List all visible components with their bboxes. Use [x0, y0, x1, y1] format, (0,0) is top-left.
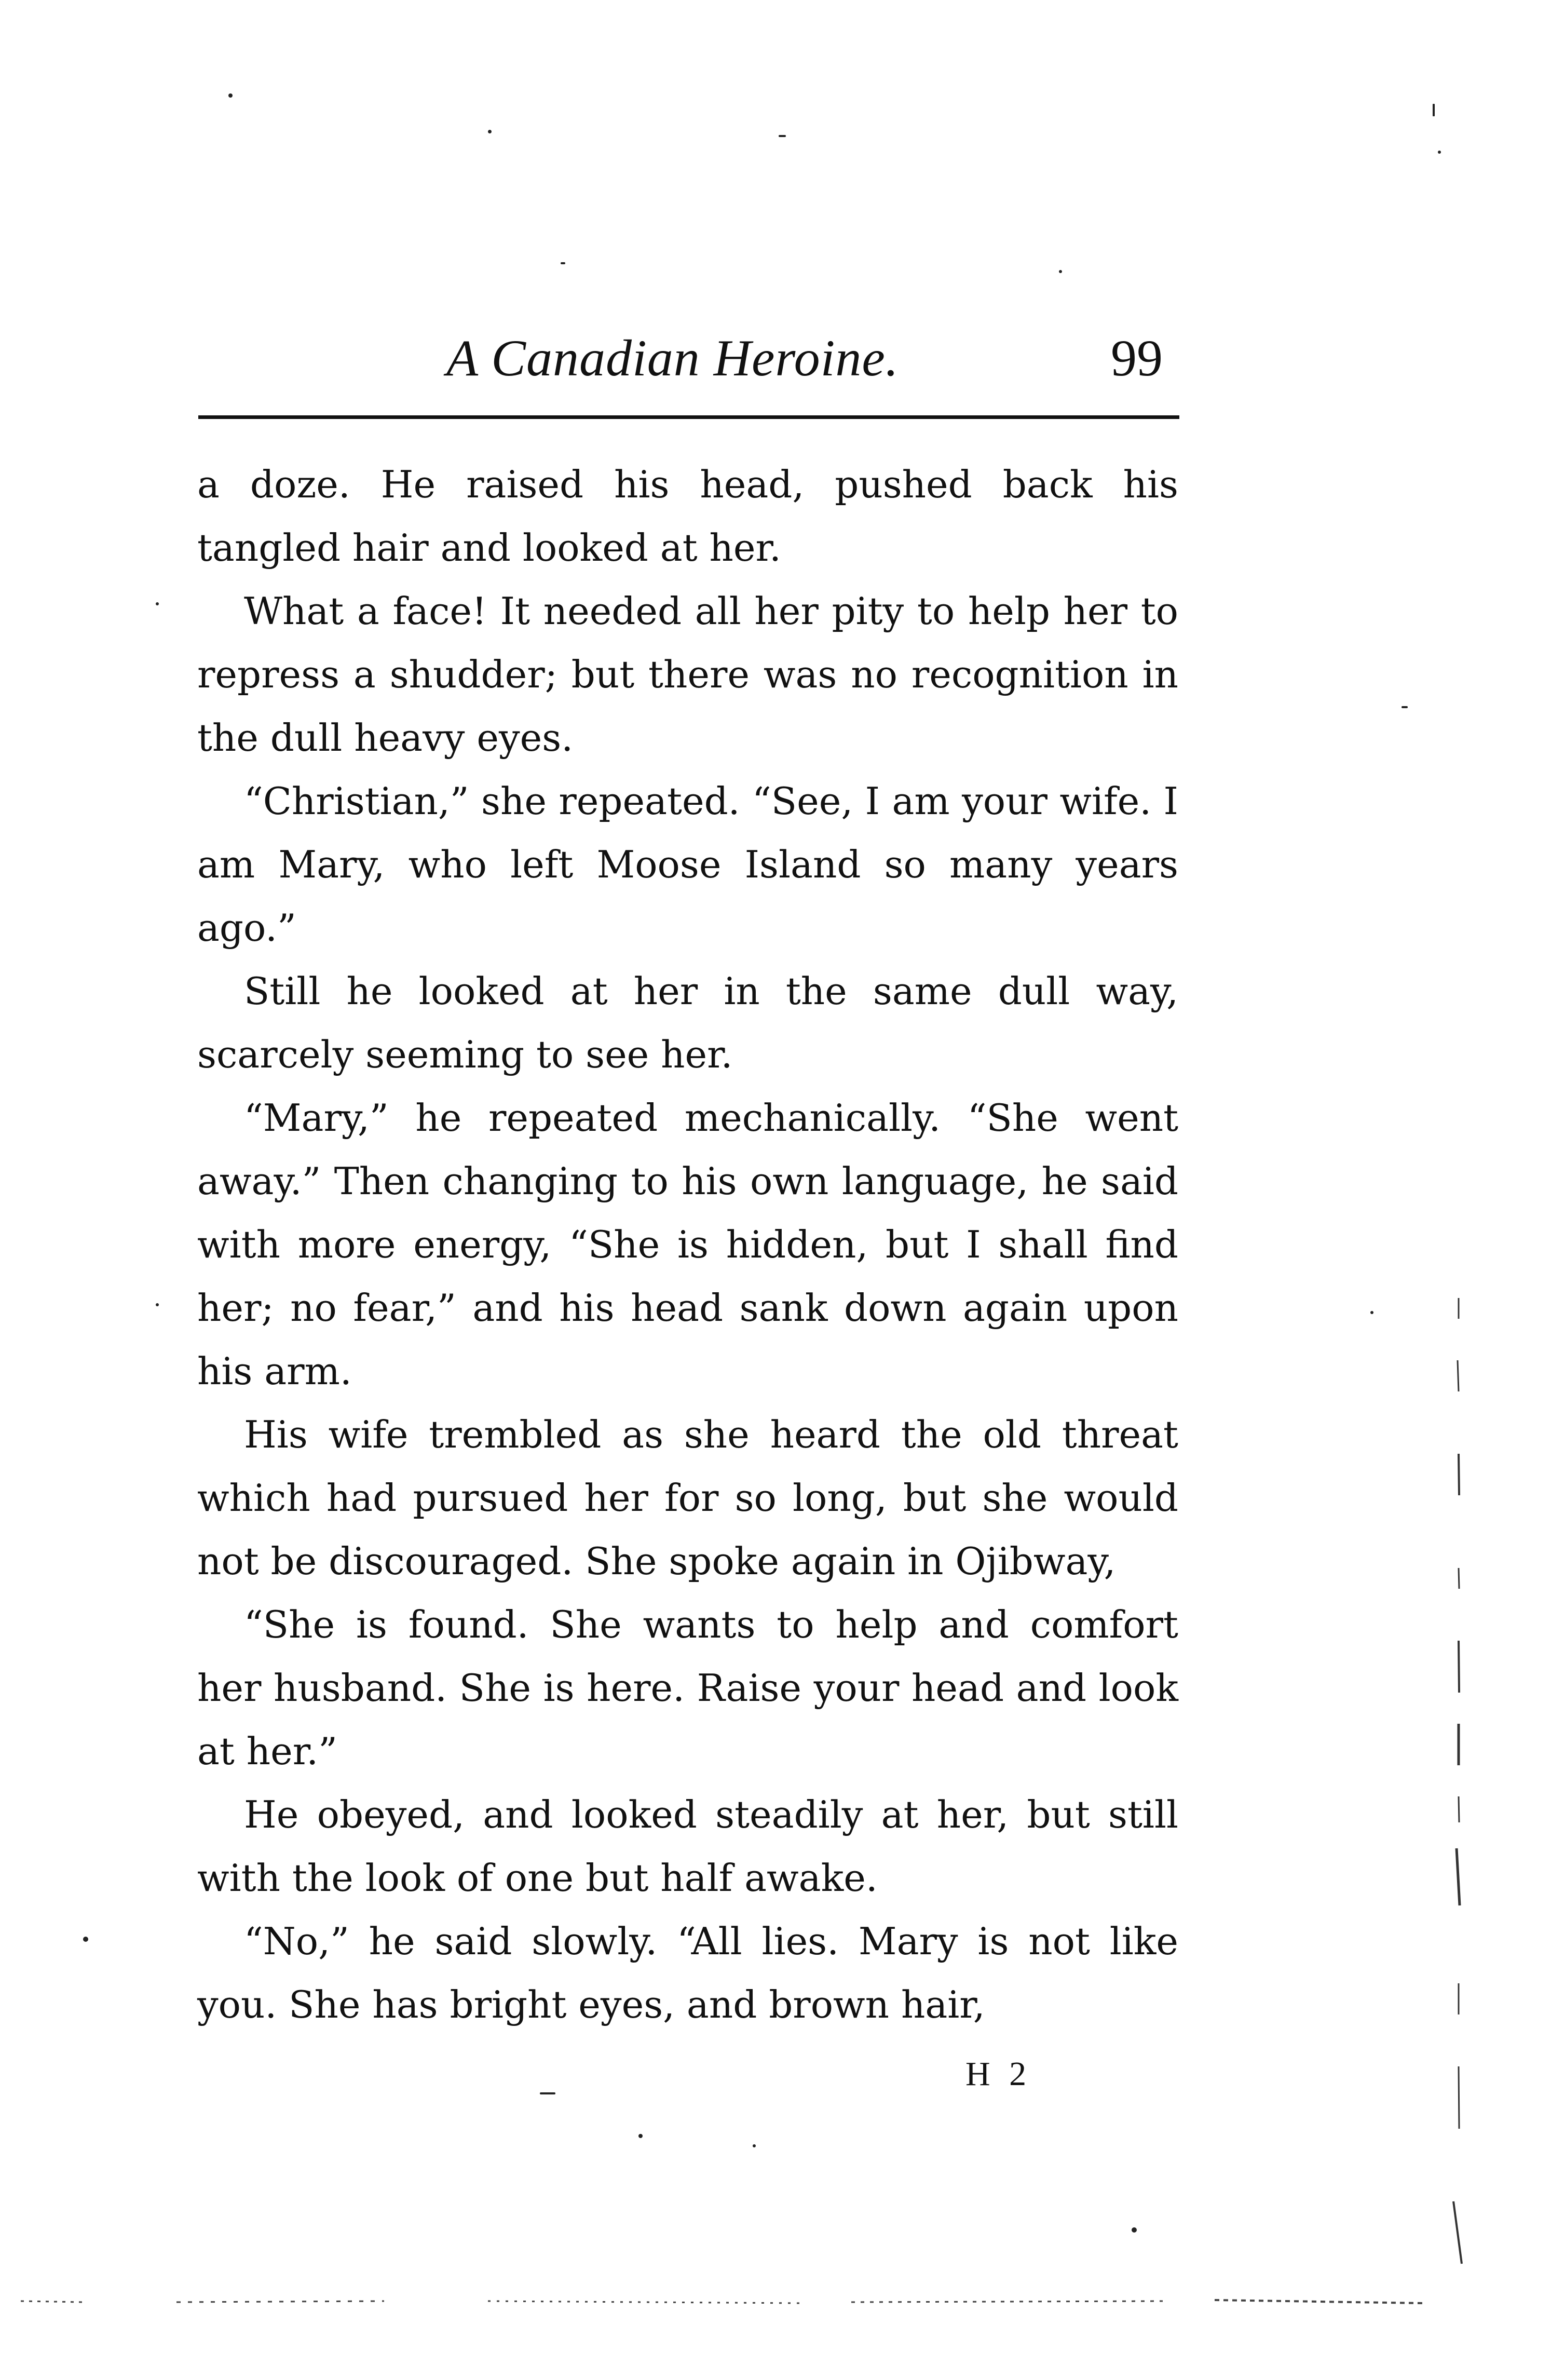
- scan-speck: [156, 602, 159, 605]
- paragraph: Still he looked at her in the same dull way, scarcely seeming to see her.: [197, 969, 1178, 1076]
- scan-speck: [779, 135, 786, 137]
- scan-speck: [1059, 270, 1062, 273]
- scan-speck: [540, 2092, 555, 2094]
- scan-speck: [753, 2144, 756, 2147]
- scan-speck: [1402, 706, 1408, 708]
- paragraph: “She is found. She wants to help and comfort her husband. She is here. Raise your head and look at her.”: [197, 1603, 1178, 1773]
- scan-speck: [638, 2134, 643, 2138]
- scan-speck: [1370, 1311, 1373, 1314]
- scan-speck: [1132, 2227, 1137, 2233]
- running-head: [197, 327, 1183, 389]
- bottom-edge-noise: [21, 2295, 1422, 2310]
- scan-speck: [156, 1303, 159, 1306]
- paragraph: a doze. He raised his head, pushed back his tangled hair and looked at her.: [197, 463, 1178, 570]
- signature-mark: H 2: [965, 2055, 1032, 2093]
- running-title: A Canadian Heroine.: [446, 329, 899, 387]
- edge-noise: [1443, 1298, 1474, 2284]
- header-rule: [198, 415, 1179, 419]
- paragraph: “No,” he said slowly. “All lies. Mary is not like you. She has bright eyes, and brown hair,: [197, 1919, 1178, 2026]
- paragraph: He obeyed, and looked steadily at her, but still with the look of one but half awake.: [197, 1793, 1178, 1900]
- scan-speck: [228, 93, 233, 98]
- scan-speck: [488, 130, 492, 133]
- body-text: [197, 453, 1178, 2036]
- scan-speck: [561, 262, 565, 264]
- paragraph: His wife trembled as she heard the old threat which had pursued her for so long, but she would not be discouraged. She spoke again in Ojibway,: [197, 1413, 1178, 1583]
- paragraph: “Mary,” he repeated mechanically. “She went away.” Then changing to his own language, he said with more energy, “She is hidden, but I shall find her; no fear,” and his head sank down again upon his arm.: [197, 1096, 1178, 1393]
- scan-speck: [1433, 104, 1435, 116]
- paragraph: “Christian,” she repeated. “See, I am your wife. I am Mary, who left Moose Island so many years ago.”: [197, 779, 1178, 950]
- paragraph: What a face! It needed all her pity to help her to repress a shudder; but there was no recognition in the dull heavy eyes.: [197, 589, 1178, 760]
- scan-speck: [1438, 151, 1441, 154]
- page-number: 99: [1111, 329, 1163, 387]
- scan-speck: [83, 1937, 88, 1942]
